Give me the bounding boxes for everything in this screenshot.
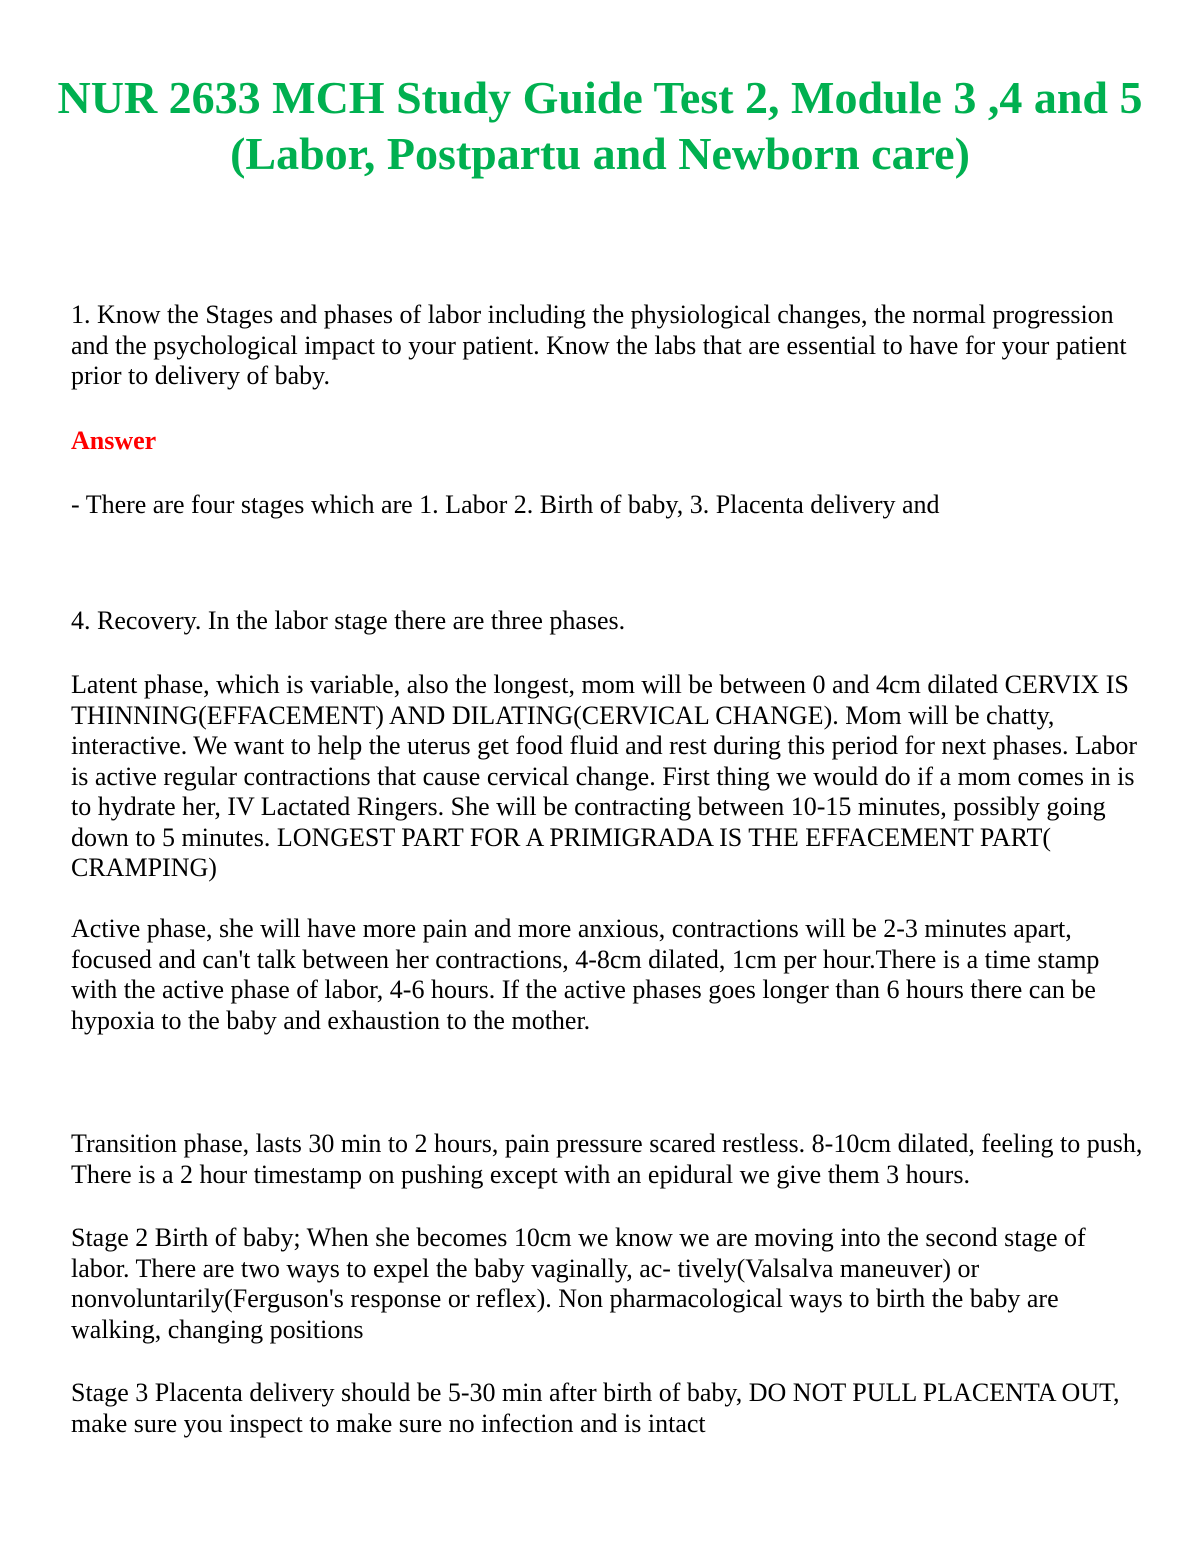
stage-4-recovery-text: 4. Recovery. In the labor stage there are three phases.	[71, 606, 626, 635]
transition-phase-paragraph: Transition phase, lasts 30 min to 2 hours, pain pressure scared restless. 8-10cm dilated, feeling to push, There is a 2 hour timestamp on pushing except with an epidural we give them 3 hours.	[71, 1129, 1143, 1189]
stages-intro-text: - There are four stages which are 1. Labor 2. Birth of baby, 3. Placenta delivery and	[71, 490, 940, 519]
active-phase-paragraph: Active phase, she will have more pain and more anxious, contractions will be 2-3 minutes apart, focused and can't talk between her contractions, 4-8cm dilated, 1cm per hour.There is a time stamp with the active phase of labor, 4-6 hours. If the active phases goes longer than 6 hours there can be hypoxia to the baby and exhaustion to the mother.	[71, 914, 1100, 1035]
document-title: NUR 2633 MCH Study Guide Test 2, Module 3 ,4 and 5 (Labor, Postpartu and Newborn care)	[57, 72, 1143, 179]
question-1-text: 1. Know the Stages and phases of labor including the physiological changes, the normal progression and the psychological impact to your patient. Know the labs that are essential to have for your patient prior to delivery of baby.	[71, 300, 1127, 390]
stage-2-paragraph: Stage 2 Birth of baby; When she becomes 10cm we know we are moving into the second stage of labor. There are two ways to expel the baby vaginally, ac- tively(Valsalva maneuver) or nonvoluntarily(Ferguson's response or reflex). Non pharmacological ways to birth the baby are walking, changing positions	[71, 1223, 1086, 1344]
stage-3-paragraph: Stage 3 Placenta delivery should be 5-30 min after birth of baby, DO NOT PULL PLACENTA OUT, make sure you inspect to make sure no infection and is intact	[71, 1378, 1120, 1438]
latent-phase-paragraph: Latent phase, which is variable, also the longest, mom will be between 0 and 4cm dilated CERVIX IS THINNING(EFFACEMENT) AND DILATING(CERVICAL CHANGE). Mom will be chatty, interactive. We want to help the uterus get food fluid and rest during this period for next phases. Labor is active regular contractions that cause cervical change. First thing we would do if a mom comes in is to hydrate her, IV Lactated Ringers. She will be contracting between 10-15 minutes, possibly going down to 5 minutes. LONGEST PART FOR A PRIMIGRADA IS THE EFFACEMENT PART( CRAMPING)	[71, 670, 1138, 882]
answer-label: Answer	[71, 426, 157, 455]
